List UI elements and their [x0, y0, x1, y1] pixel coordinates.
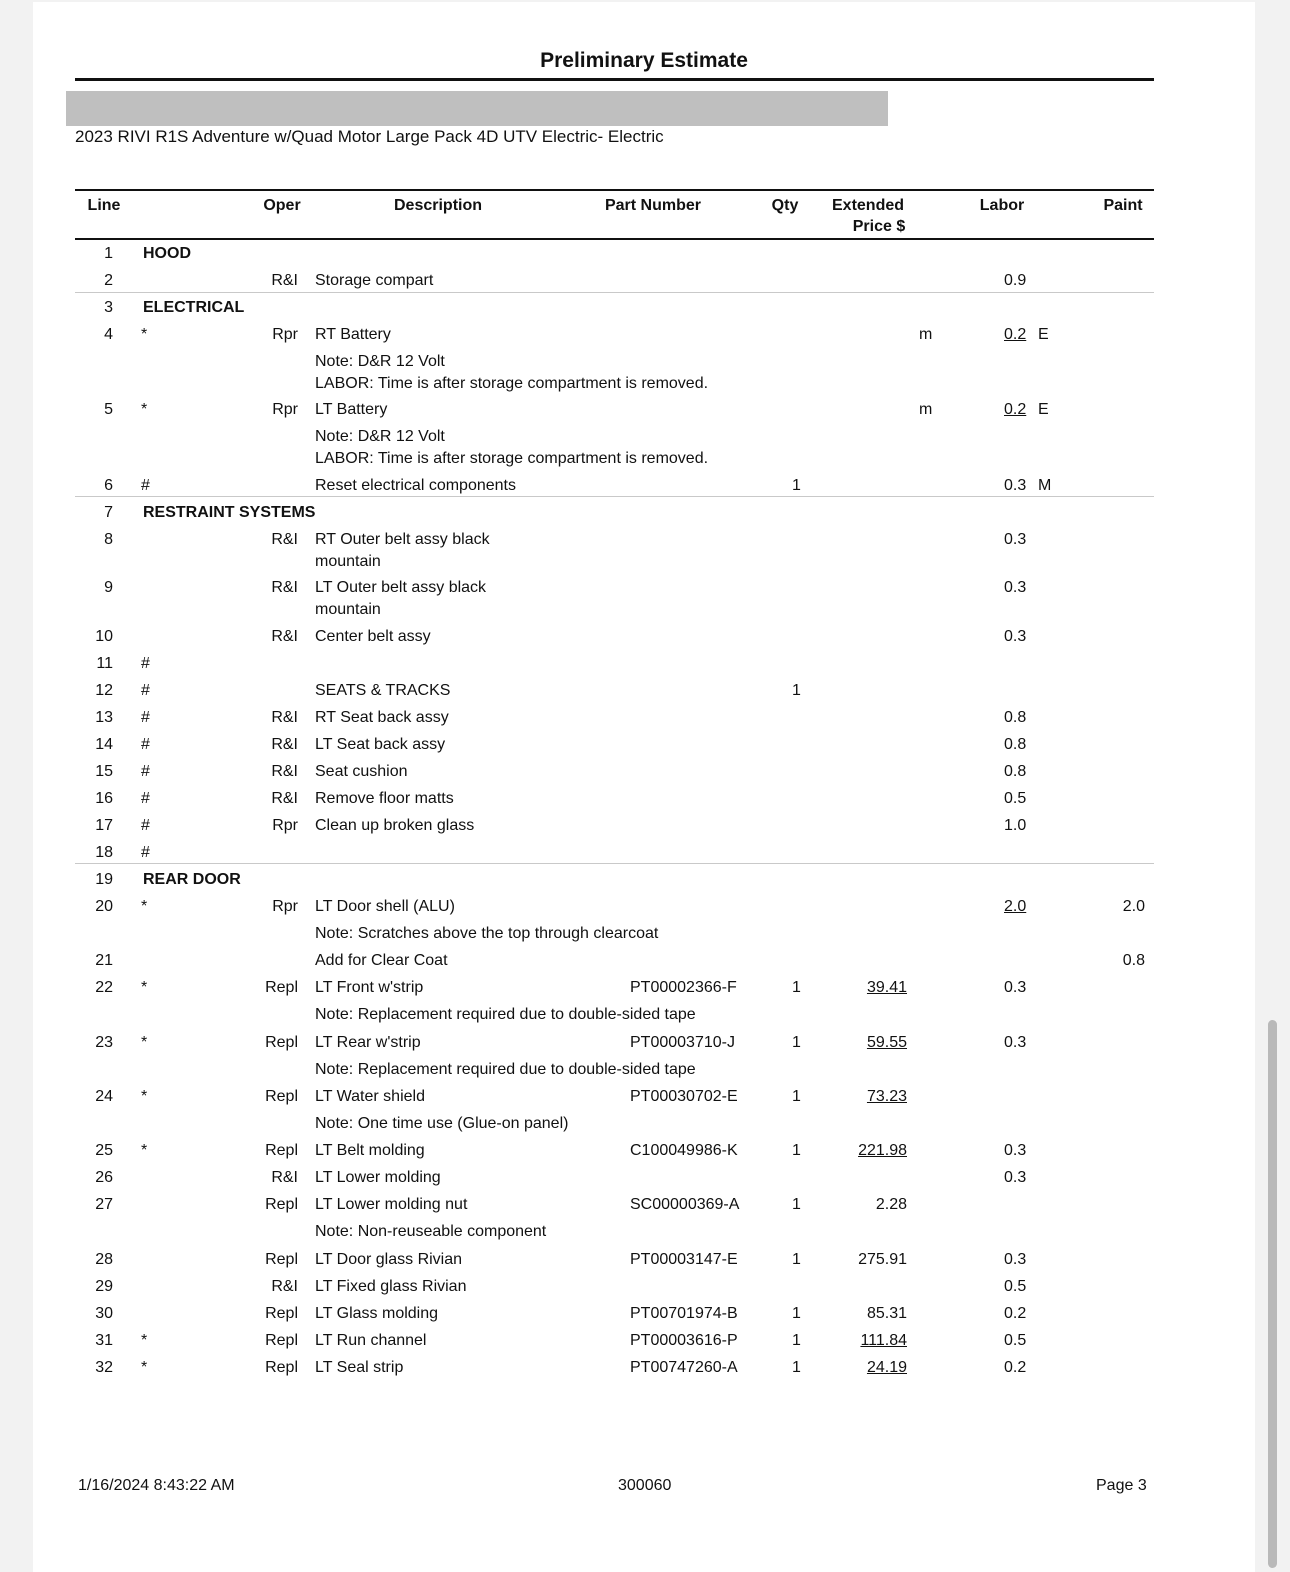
- header-bottom-divider: [75, 238, 1154, 240]
- quantity: 1: [792, 1251, 801, 1268]
- labor-type-flag: E: [1038, 326, 1049, 343]
- operation: Repl: [265, 1142, 298, 1159]
- operation: R&I: [271, 763, 298, 780]
- part-number: PT00747260-A: [630, 1359, 738, 1376]
- labor-hours: 1.0: [1004, 817, 1027, 834]
- line-note: Note: One time use (Glue-on panel): [315, 1115, 569, 1132]
- operation: R&I: [271, 736, 298, 753]
- labor-hours: 0.3: [1004, 1142, 1027, 1159]
- line-number: 1: [104, 245, 113, 262]
- part-number: PT00003710-J: [630, 1034, 735, 1051]
- line-number: 29: [95, 1278, 113, 1295]
- line-number: 31: [95, 1332, 113, 1349]
- line-description: SEATS & TRACKS: [315, 682, 451, 699]
- row-divider: [75, 292, 1154, 293]
- row-divider: [75, 863, 1154, 864]
- labor-hours: 2.0: [1004, 898, 1027, 915]
- line-number: 19: [95, 871, 113, 888]
- line-number: 32: [95, 1359, 113, 1376]
- line-description: LT Run channel: [315, 1332, 427, 1349]
- line-number: 2: [104, 272, 113, 289]
- footer-timestamp: 1/16/2024 8:43:22 AM: [78, 1477, 235, 1494]
- line-description: LT Door shell (ALU): [315, 898, 455, 915]
- quantity: 1: [792, 1142, 801, 1159]
- labor-hours: 0.5: [1004, 790, 1027, 807]
- operation: R&I: [271, 272, 298, 289]
- labor-hours: 0.3: [1004, 628, 1027, 645]
- line-number: 20: [95, 898, 113, 915]
- col-header-paint: Paint: [1103, 197, 1143, 214]
- line-description: LT Door glass Rivian: [315, 1251, 463, 1268]
- part-number: PT00701974-B: [630, 1305, 738, 1322]
- estimate-page: [33, 2, 1255, 1572]
- line-number: 23: [95, 1034, 113, 1051]
- redacted-block: [66, 91, 888, 126]
- line-flag: *: [141, 979, 148, 996]
- line-note: Note: Scratches above the top through clearcoat: [315, 925, 659, 942]
- labor-hours: 0.3: [1004, 1169, 1027, 1186]
- operation: Rpr: [272, 326, 298, 343]
- line-number: 26: [95, 1169, 113, 1186]
- line-flag: *: [141, 1332, 148, 1349]
- line-flag: #: [141, 817, 150, 834]
- vehicle-description: 2023 RIVI R1S Adventure w/Quad Motor Large Pack 4D UTV Electric- Electric: [75, 127, 664, 146]
- line-number: 17: [95, 817, 113, 834]
- labor-hours: 0.2: [1004, 401, 1027, 418]
- line-number: 30: [95, 1305, 113, 1322]
- labor-hours: 0.5: [1004, 1278, 1027, 1295]
- paint-hours: 2.0: [1122, 898, 1145, 915]
- section-heading: REAR DOOR: [143, 871, 241, 888]
- operation: R&I: [271, 531, 298, 548]
- line-description: LT Water shield: [315, 1088, 425, 1105]
- extended-price: 275.91: [858, 1251, 907, 1268]
- part-number: PT00030702-E: [630, 1088, 738, 1105]
- line-description: RT Outer belt assy black: [315, 531, 490, 548]
- col-header-qty: Qty: [771, 197, 799, 214]
- operation: R&I: [271, 790, 298, 807]
- line-number: 28: [95, 1251, 113, 1268]
- line-note: Note: D&R 12 Volt: [315, 428, 445, 445]
- quantity: 1: [792, 1088, 801, 1105]
- labor-hours: 0.3: [1004, 1251, 1027, 1268]
- line-flag: #: [141, 844, 150, 861]
- line-number: 14: [95, 736, 113, 753]
- paint-hours: 0.8: [1122, 952, 1145, 969]
- manual-flag: m: [919, 326, 933, 343]
- line-description: Storage compart: [315, 272, 434, 289]
- col-header-oper: Oper: [263, 197, 301, 214]
- operation: Repl: [265, 1088, 298, 1105]
- line-description: LT Seat back assy: [315, 736, 446, 753]
- line-number: 12: [95, 682, 113, 699]
- quantity: 1: [792, 1359, 801, 1376]
- labor-hours: 0.2: [1004, 1305, 1027, 1322]
- quantity: 1: [792, 979, 801, 996]
- quantity: 1: [792, 1034, 801, 1051]
- operation: R&I: [271, 628, 298, 645]
- extended-price: 85.31: [866, 1305, 907, 1322]
- line-flag: #: [141, 790, 150, 807]
- line-number: 9: [104, 579, 113, 596]
- line-number: 7: [104, 504, 113, 521]
- line-flag: #: [141, 736, 150, 753]
- labor-hours: 0.8: [1004, 763, 1027, 780]
- operation: Repl: [265, 1034, 298, 1051]
- line-flag: #: [141, 763, 150, 780]
- line-number: 27: [95, 1196, 113, 1213]
- operation: Rpr: [272, 817, 298, 834]
- footer-estimate-id: 300060: [618, 1477, 672, 1494]
- line-description-cont: mountain: [315, 601, 381, 618]
- line-description: LT Outer belt assy black: [315, 579, 487, 596]
- part-number: C100049986-K: [630, 1142, 738, 1159]
- extended-price: 73.23: [866, 1088, 907, 1105]
- line-note: Note: Replacement required due to double-sided tape: [315, 1061, 696, 1078]
- operation: Repl: [265, 979, 298, 996]
- line-description: LT Glass molding: [315, 1305, 439, 1322]
- line-description: RT Battery: [315, 326, 391, 343]
- quantity: 1: [792, 477, 801, 494]
- labor-hours: 0.9: [1004, 272, 1027, 289]
- line-note: Note: Non-reuseable component: [315, 1223, 547, 1240]
- section-heading: RESTRAINT SYSTEMS: [143, 504, 316, 521]
- col-header-description: Description: [393, 197, 483, 214]
- operation: Rpr: [272, 898, 298, 915]
- line-number: 22: [95, 979, 113, 996]
- line-flag: #: [141, 655, 150, 672]
- line-description: Reset electrical components: [315, 477, 516, 494]
- line-number: 18: [95, 844, 113, 861]
- extended-price: 59.55: [866, 1034, 907, 1051]
- line-description: LT Battery: [315, 401, 388, 418]
- operation: R&I: [271, 709, 298, 726]
- operation: Repl: [265, 1251, 298, 1268]
- line-number: 8: [104, 531, 113, 548]
- operation: Repl: [265, 1196, 298, 1213]
- labor-hours: 0.2: [1004, 1359, 1027, 1376]
- line-description: Remove floor matts: [315, 790, 454, 807]
- labor-hours: 0.2: [1004, 326, 1027, 343]
- line-description: RT Seat back assy: [315, 709, 449, 726]
- labor-hours: 0.3: [1004, 979, 1027, 996]
- part-number: PT00003147-E: [630, 1251, 738, 1268]
- line-number: 3: [104, 299, 113, 316]
- line-flag: *: [141, 1088, 148, 1105]
- operation: Repl: [265, 1305, 298, 1322]
- line-description: Seat cushion: [315, 763, 408, 780]
- line-description: LT Seal strip: [315, 1359, 404, 1376]
- line-number: 5: [104, 401, 113, 418]
- footer-page-number: Page 3: [1096, 1477, 1147, 1494]
- labor-hours: 0.8: [1004, 736, 1027, 753]
- col-header-extended: Extended: [831, 197, 905, 214]
- labor-hours: 0.3: [1004, 477, 1027, 494]
- extended-price: 221.98: [858, 1142, 907, 1159]
- operation: Rpr: [272, 401, 298, 418]
- extended-price: 111.84: [860, 1332, 907, 1349]
- line-note: LABOR: Time is after storage compartment is removed.: [315, 375, 709, 392]
- labor-type-flag: M: [1038, 477, 1052, 494]
- operation: R&I: [271, 1278, 298, 1295]
- quantity: 1: [792, 1305, 801, 1322]
- row-divider: [75, 496, 1154, 497]
- line-note: Note: D&R 12 Volt: [315, 353, 445, 370]
- section-heading: HOOD: [143, 245, 191, 262]
- col-header-labor: Labor: [979, 197, 1025, 214]
- labor-hours: 0.3: [1004, 1034, 1027, 1051]
- col-header-price: Price $: [852, 218, 906, 235]
- quantity: 1: [792, 1332, 801, 1349]
- line-description: LT Lower molding: [315, 1169, 441, 1186]
- manual-flag: m: [919, 401, 933, 418]
- quantity: 1: [792, 682, 801, 699]
- line-description-cont: mountain: [315, 553, 381, 570]
- line-flag: *: [141, 1034, 148, 1051]
- line-number: 16: [95, 790, 113, 807]
- operation: R&I: [271, 579, 298, 596]
- labor-hours: 0.3: [1004, 579, 1027, 596]
- line-description: Clean up broken glass: [315, 817, 475, 834]
- operation: R&I: [271, 1169, 298, 1186]
- line-flag: #: [141, 477, 150, 494]
- line-number: 4: [104, 326, 113, 343]
- line-description: Add for Clear Coat: [315, 952, 448, 969]
- header-top-divider: [75, 189, 1154, 191]
- col-header-part-number: Part Number: [604, 197, 702, 214]
- page-title: Preliminary Estimate: [540, 49, 748, 72]
- line-flag: *: [141, 898, 148, 915]
- extended-price: 24.19: [866, 1359, 907, 1376]
- quantity: 1: [792, 1196, 801, 1213]
- labor-hours: 0.8: [1004, 709, 1027, 726]
- line-number: 6: [104, 477, 113, 494]
- part-number: PT00003616-P: [630, 1332, 738, 1349]
- line-number: 24: [95, 1088, 113, 1105]
- line-description: LT Lower molding nut: [315, 1196, 468, 1213]
- part-number: PT00002366-F: [630, 979, 737, 996]
- col-header-line: Line: [87, 197, 121, 214]
- line-description: Center belt assy: [315, 628, 431, 645]
- line-number: 21: [95, 952, 113, 969]
- line-description: LT Belt molding: [315, 1142, 425, 1159]
- line-number: 25: [95, 1142, 113, 1159]
- labor-hours: 0.5: [1004, 1332, 1027, 1349]
- line-flag: *: [141, 1142, 148, 1159]
- line-note: LABOR: Time is after storage compartment is removed.: [315, 450, 709, 467]
- line-number: 13: [95, 709, 113, 726]
- line-description: LT Rear w'strip: [315, 1034, 421, 1051]
- labor-type-flag: E: [1038, 401, 1049, 418]
- line-number: 11: [96, 655, 113, 672]
- operation: Repl: [265, 1332, 298, 1349]
- section-heading: ELECTRICAL: [143, 299, 245, 316]
- line-description: LT Front w'strip: [315, 979, 424, 996]
- line-number: 10: [95, 628, 113, 645]
- line-flag: #: [141, 709, 150, 726]
- title-divider: [75, 78, 1154, 81]
- scrollbar[interactable]: [1268, 1020, 1277, 1568]
- labor-hours: 0.3: [1004, 531, 1027, 548]
- line-flag: *: [141, 401, 148, 418]
- extended-price: 39.41: [866, 979, 907, 996]
- extended-price: 2.28: [875, 1196, 907, 1213]
- line-flag: #: [141, 682, 150, 699]
- operation: Repl: [265, 1359, 298, 1376]
- line-description: LT Fixed glass Rivian: [315, 1278, 467, 1295]
- line-flag: *: [141, 326, 148, 343]
- line-number: 15: [95, 763, 113, 780]
- line-flag: *: [141, 1359, 148, 1376]
- part-number: SC00000369-A: [630, 1196, 740, 1213]
- line-note: Note: Replacement required due to double-sided tape: [315, 1006, 696, 1023]
